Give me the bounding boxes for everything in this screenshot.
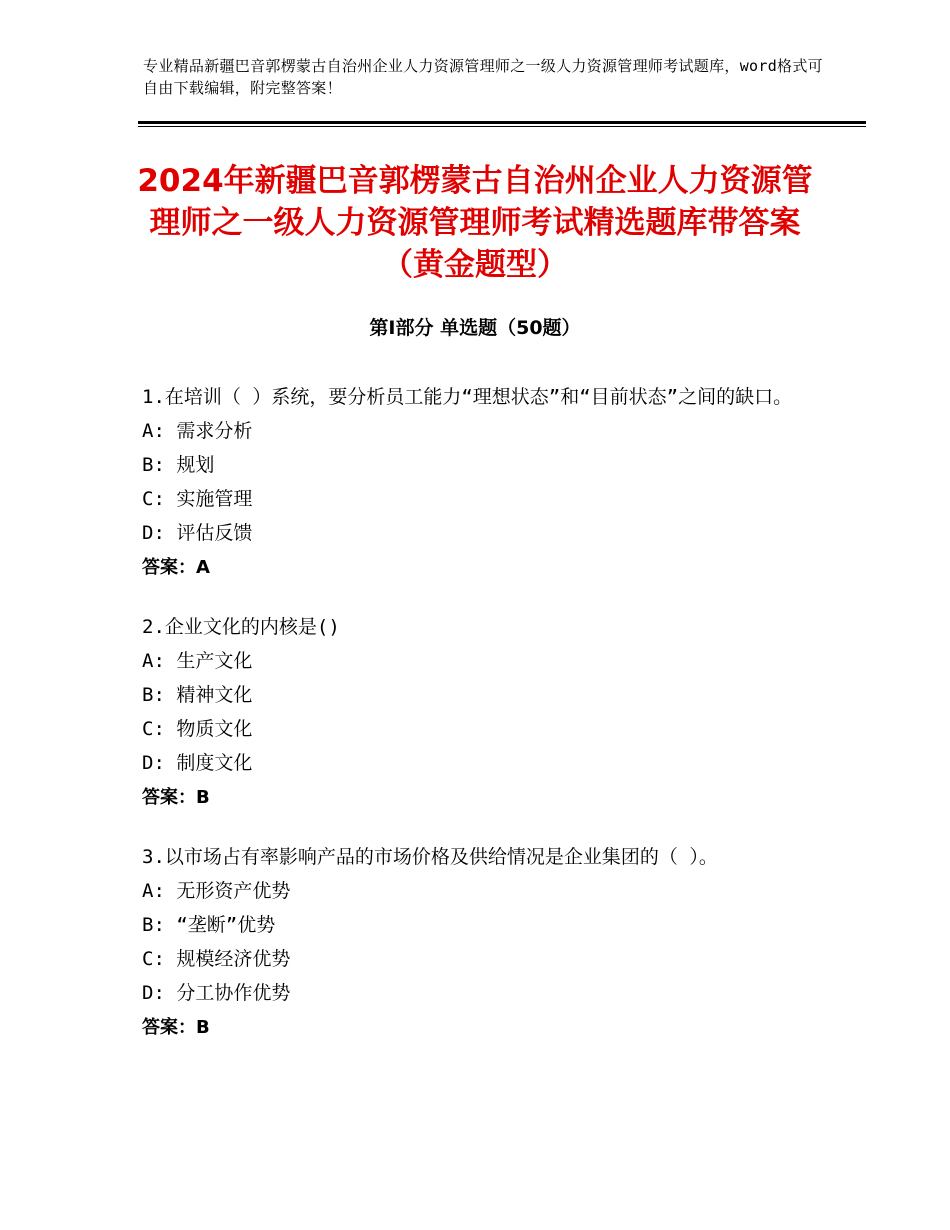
option-a: A: 需求分析 bbox=[142, 420, 253, 442]
answer: 答案：A bbox=[142, 557, 210, 578]
question-stem: 2.企业文化的内核是() bbox=[142, 616, 340, 638]
question-3 bbox=[142, 840, 822, 1046]
question-stem: 1.在培训（ ）系统，要分析员工能力“理想状态”和“目前状态”之间的缺口。 bbox=[142, 386, 793, 408]
header-rule-thick bbox=[138, 121, 866, 124]
option-a: A: 无形资产优势 bbox=[142, 880, 291, 902]
option-b: B: 规划 bbox=[142, 454, 215, 476]
question-1 bbox=[142, 380, 822, 586]
option-b: B: 精神文化 bbox=[142, 684, 253, 706]
option-c: C: 物质文化 bbox=[142, 718, 253, 740]
question-2 bbox=[142, 610, 822, 816]
option-c: C: 规模经济优势 bbox=[142, 948, 291, 970]
question-list bbox=[142, 380, 822, 1070]
option-b: B: “垄断”优势 bbox=[142, 914, 276, 936]
question-stem: 3.以市场占有率影响产品的市场价格及供给情况是企业集团的（ ）。 bbox=[142, 846, 718, 868]
answer: 答案：B bbox=[142, 787, 210, 808]
option-a: A: 生产文化 bbox=[142, 650, 253, 672]
header-rule-thin bbox=[138, 126, 866, 127]
header-note: 专业精品新疆巴音郭楞蒙古自治州企业人力资源管理师之一级人力资源管理师考试题库，word格式可自由下载编辑，附完整答案！ bbox=[143, 57, 823, 97]
answer: 答案：B bbox=[142, 1017, 210, 1038]
document-title: 2024年新疆巴音郭楞蒙古自治州企业人力资源管理师之一级人力资源管理师考试精选题库带答案（黄金题型） bbox=[137, 163, 813, 283]
option-d: D: 分工协作优势 bbox=[142, 982, 291, 1004]
option-d: D: 评估反馈 bbox=[142, 522, 253, 544]
section-title: 第Ⅰ部分 单选题（50题） bbox=[369, 317, 581, 339]
option-c: C: 实施管理 bbox=[142, 488, 253, 510]
option-d: D: 制度文化 bbox=[142, 752, 253, 774]
